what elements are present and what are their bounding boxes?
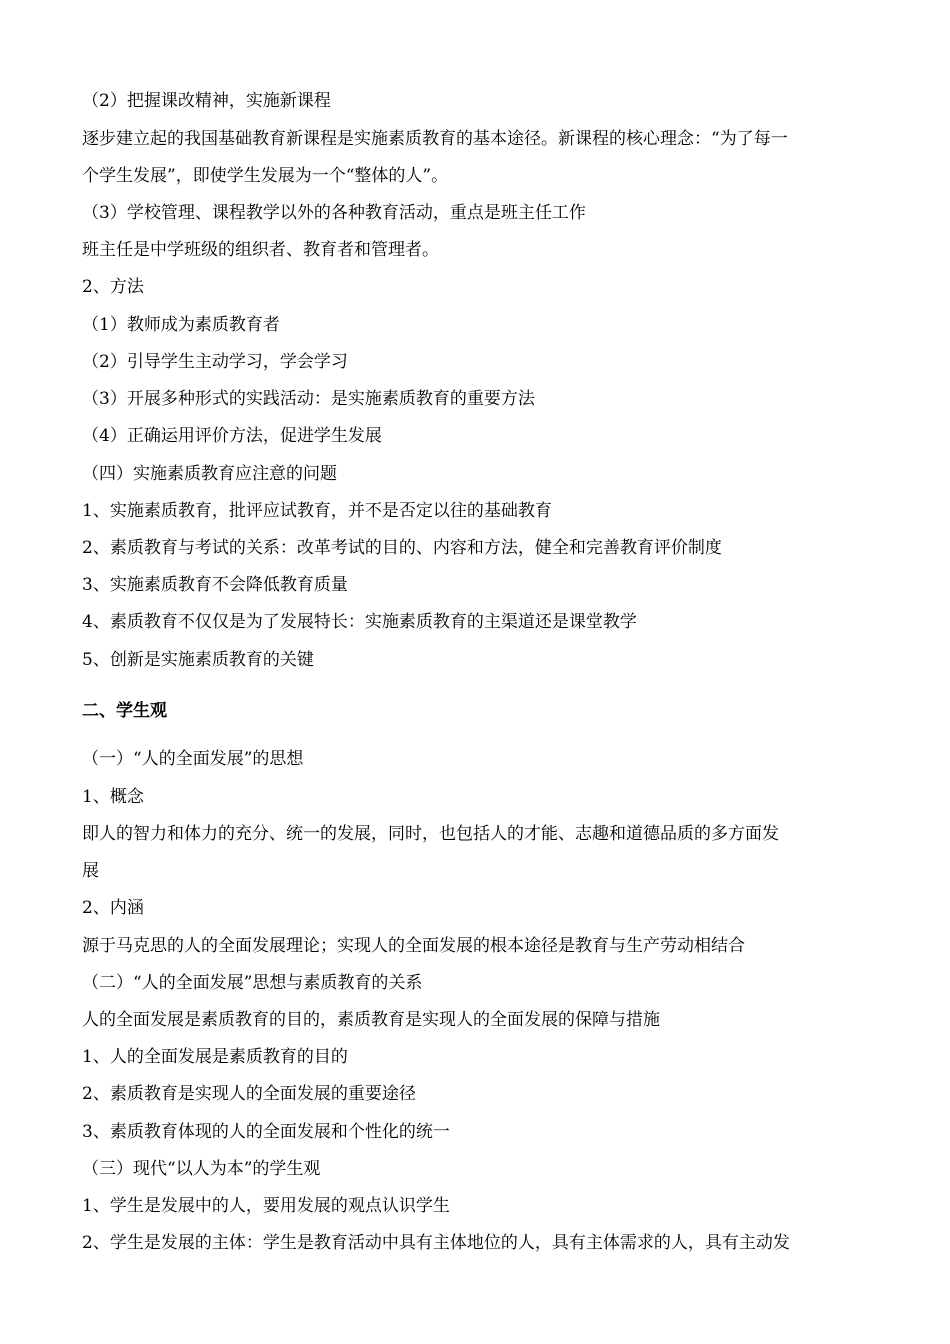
text-line: 4、素质教育不仅仅是为了发展特长：实施素质教育的主渠道还是课堂教学 — [82, 612, 637, 632]
text-line: （2）把握课改精神，实施新课程 — [82, 91, 331, 111]
text-line: 个学生发展”，即使学生发展为一个“整体的人”。 — [82, 166, 449, 186]
text-line: （2）引导学生主动学习，学会学习 — [82, 352, 348, 372]
text-line: 2、学生是发展的主体：学生是教育活动中具有主体地位的人，具有主体需求的人，具有主动发 — [82, 1233, 790, 1253]
text-line: 班主任是中学班级的组织者、教育者和管理者。 — [82, 240, 439, 260]
text-line: 展 — [82, 861, 99, 881]
text-line: （三）现代“以人为本”的学生观 — [82, 1159, 321, 1179]
text-line: （4）正确运用评价方法，促进学生发展 — [82, 426, 382, 446]
text-line: （一）“人的全面发展”的思想 — [82, 749, 304, 769]
text-line: （1）教师成为素质教育者 — [82, 315, 280, 335]
text-line: 2、素质教育与考试的关系：改革考试的目的、内容和方法，健全和完善教育评价制度 — [82, 538, 722, 558]
text-line: 5、创新是实施素质教育的关键 — [82, 650, 314, 670]
text-line: 3、素质教育体现的人的全面发展和个性化的统一 — [82, 1122, 450, 1142]
text-line: 2、素质教育是实现人的全面发展的重要途径 — [82, 1084, 416, 1104]
text-line: 即人的智力和体力的充分、统一的发展，同时，也包括人的才能、志趣和道德品质的多方面发 — [82, 824, 779, 844]
text-line: （四）实施素质教育应注意的问题 — [82, 464, 337, 484]
text-line: （二）“人的全面发展”思想与素质教育的关系 — [82, 973, 423, 993]
text-line: （3）学校管理、课程教学以外的各种教育活动，重点是班主任工作 — [82, 203, 586, 223]
text-line: 3、实施素质教育不会降低教育质量 — [82, 575, 348, 595]
text-line: 逐步建立起的我国基础教育新课程是实施素质教育的基本途径。新课程的核心理念：“为了每一 — [82, 129, 788, 149]
text-line: 1、学生是发展中的人，要用发展的观点认识学生 — [82, 1196, 450, 1216]
text-line: （3）开展多种形式的实践活动：是实施素质教育的重要方法 — [82, 389, 535, 409]
section-heading: 二、学生观 — [82, 701, 167, 721]
text-line: 2、内涵 — [82, 898, 144, 918]
text-line: 2、方法 — [82, 277, 144, 297]
text-line: 1、概念 — [82, 787, 144, 807]
text-line: 源于马克思的人的全面发展理论；实现人的全面发展的根本途径是教育与生产劳动相结合 — [82, 936, 745, 956]
text-line: 1、实施素质教育，批评应试教育，并不是否定以往的基础教育 — [82, 501, 552, 521]
text-line: 1、人的全面发展是素质教育的目的 — [82, 1047, 348, 1067]
text-line: 人的全面发展是素质教育的目的，素质教育是实现人的全面发展的保障与措施 — [82, 1010, 660, 1030]
